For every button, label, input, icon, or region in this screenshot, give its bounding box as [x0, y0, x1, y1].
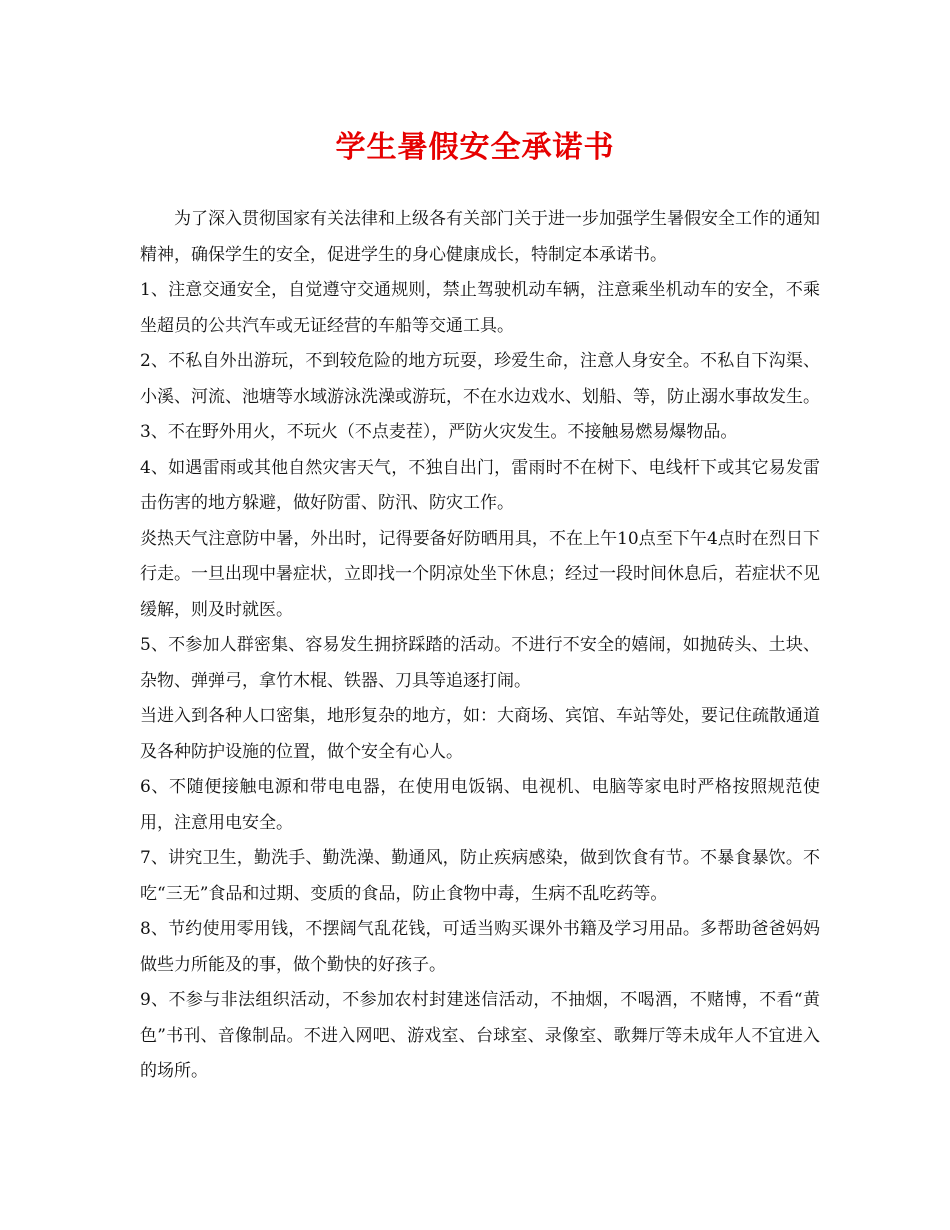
clause-4-weather: 4、如遇雷雨或其他自然灾害天气，不独自出门，雷雨时不在树下、电线杆下或其它易发雷击伤害的地方躲避，做好防雷、防汛、防灾工作。 [140, 457, 820, 513]
clause-1-traffic: 1、注意交通安全，自觉遵守交通规则，禁止驾驶机动车辆，注意乘坐机动车的安全，不乘坐超员的公共汽车或无证经营的车船等交通工具。 [140, 280, 820, 336]
heatstroke-paragraph: 炎热天气注意防中暑，外出时，记得要备好防晒用具，不在上午10点至下午4点时在烈日下行走。一旦出现中暑症状，立即找一个阴凉处坐下休息；经过一段时间休息后，若症状不见缓解，则及时就医。 [140, 528, 820, 620]
clause-7-hygiene: 7、讲究卫生，勤洗手、勤洗澡、勤通风，防止疾病感染，做到饮食有节。不暴食暴饮。不吃“三无”食品和过期、变质的食品，防止食物中毒，生病不乱吃药等。 [140, 848, 820, 904]
clause-8-money: 8、节约使用零用钱，不摆阔气乱花钱，可适当购买课外书籍及学习用品。多帮助爸爸妈妈做些力所能及的事，做个勤快的好孩子。 [140, 919, 820, 975]
clause-5-crowds: 5、不参加人群密集、容易发生拥挤踩踏的活动。不进行不安全的嬉闹，如抛砖头、土块、杂物、弹弹弓，拿竹木棍、铁器、刀具等追逐打闹。 [140, 635, 820, 691]
crowded-places-paragraph: 当进入到各种人口密集，地形复杂的地方，如：大商场、宾馆、车站等处，要记住疏散通道及各种防护设施的位置，做个安全有心人。 [140, 706, 820, 762]
intro-paragraph: 为了深入贯彻国家有关法律和上级各有关部门关于进一步加强学生暑假安全工作的通知精神，确保学生的安全，促进学生的身心健康成长，特制定本承诺书。 [140, 209, 820, 265]
clause-3-fire: 3、不在野外用火，不玩火（不点麦茬），严防火灾发生。不接触易燃易爆物品。 [140, 422, 738, 442]
clause-9-activities: 9、不参与非法组织活动，不参加农村封建迷信活动，不抽烟，不喝酒，不赌博，不看“黄色”书刊、音像制品。不进入网吧、游戏室、台球室、录像室、歌舞厅等未成年人不宜进入的场所。 [140, 990, 820, 1081]
document-body [140, 202, 820, 1090]
document-title: 学生暑假安全承诺书 [335, 130, 615, 165]
clause-6-electricity: 6、不随便接触电源和带电电器，在使用电饭锅、电视机、电脑等家电时严格按照规范使用，注意用电安全。 [140, 777, 820, 833]
clause-2-water: 2、不私自外出游玩，不到较危险的地方玩耍，珍爱生命，注意人身安全。不私自下沟渠、小溪、河流、池塘等水域游泳洗澡或游玩，不在水边戏水、划船、等，防止溺水事故发生。 [140, 351, 820, 407]
